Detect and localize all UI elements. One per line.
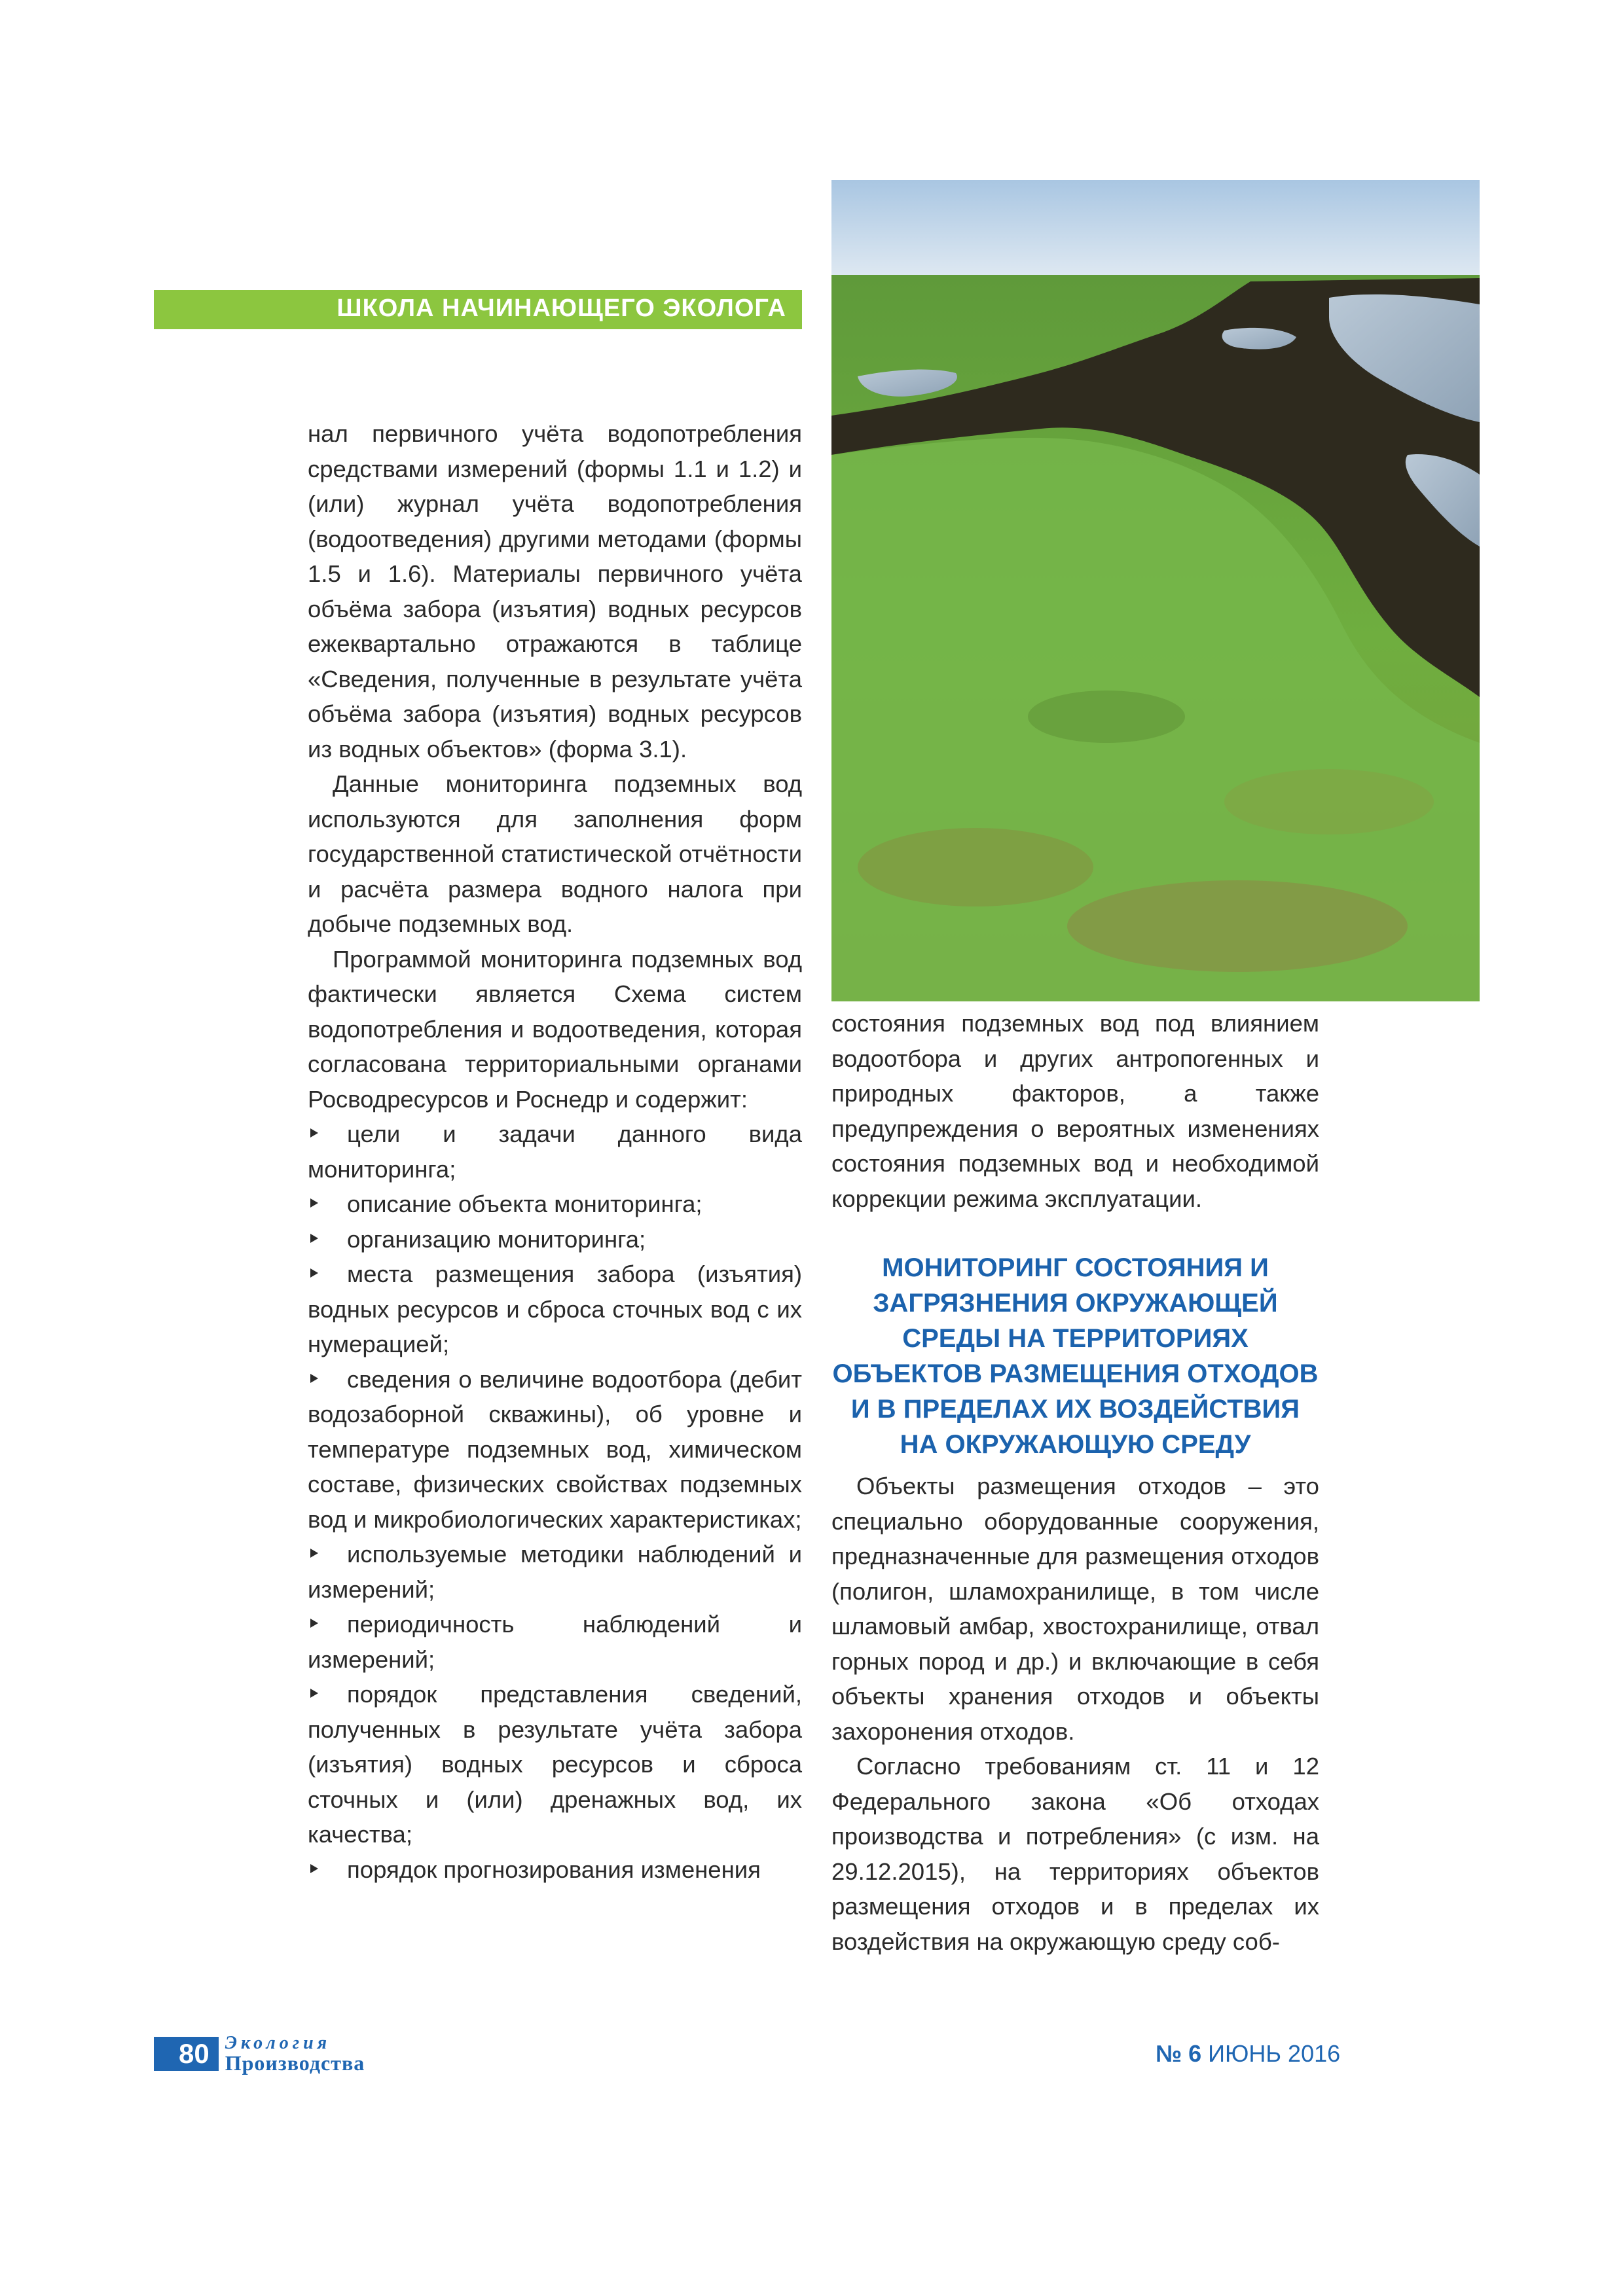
bullet-icon <box>310 1128 318 1138</box>
wetland-photo <box>831 180 1480 1001</box>
list-item: порядок представления сведений, полученных в результате учёта забора (изъятия) водных ресурсов и сброса сточных и (или) дренажных вод, их качества; <box>308 1681 802 1848</box>
paragraph: Программой мониторинга подземных вод фактически является Схема систем водопотребления и водоотведения, которая согласована территориальными органами Росводресурсов и Роснедр и содержит: <box>308 945 802 1113</box>
bullet-icon <box>310 1549 318 1558</box>
right-column <box>831 1006 1319 1959</box>
list-item: порядок прогнозирования изменения <box>308 1852 802 1888</box>
list-item: места размещения забора (изъятия) водных ресурсов и сброса сточных вод с их нумерацией; <box>308 1261 802 1357</box>
bullet-icon <box>310 1234 318 1243</box>
issue-date: ИЮНЬ 2016 <box>1208 2040 1341 2067</box>
section-heading: МОНИТОРИНГ СОСТОЯНИЯ И ЗАГРЯЗНЕНИЯ ОКРУЖАЮЩЕЙ СРЕДЫ НА ТЕРРИТОРИЯХ ОБЪЕКТОВ РАЗМЕЩЕНИЯ ОТХОДОВ И В ПРЕДЕЛАХ ИХ ВОЗДЕЙСТВИЯ НА ОКРУЖАЮЩУЮ СРЕДУ <box>832 1253 1319 1459</box>
paragraph: Согласно требованиям ст. 11 и 12 Федерального закона «Об отходах производства и потребления» (с изм. на 29.12.2015), на территориях объектов размещения отходов и в пределах их воздействия на окружающую среду соб- <box>831 1753 1319 1955</box>
bullet-icon <box>310 1268 318 1278</box>
bullet-list <box>308 1117 802 1887</box>
paragraph: нал первичного учёта водопотребления средствами измерений (формы 1.1 и 1.2) и (или) журнал учёта водопотребления (водоотведения) другими методами (формы 1.5 и 1.6). Материалы первичного учёта объёма забора (изъятия) водных ресурсов ежеквартально отражаются в таблице «Сведения, полученные в результате учёта объёма забора (изъятия) водных ресурсов из водных объектов» (форма 3.1). <box>308 420 802 762</box>
left-column <box>308 416 802 1887</box>
list-item: периодичность наблюдений и измерений; <box>308 1611 802 1673</box>
paragraph: Объекты размещения отходов – это специально оборудованные сооружения, предназначенные для размещения отходов (полигон, шламохранилище, в том числе шламовый амбар, хвостохранилище, отвал горных пород и др.) и включающие в себя объекты хранения отходов и объекты захоронения отходов. <box>831 1473 1319 1745</box>
rubric-title: ШКОЛА НАЧИНАЮЩЕГО ЭКОЛОГА <box>337 295 786 322</box>
bullet-icon <box>310 1619 318 1628</box>
page-footer-left <box>154 2033 365 2075</box>
bullet-icon <box>310 1374 318 1383</box>
list-item: организацию мониторинга; <box>308 1222 802 1257</box>
rubric-bar <box>154 290 802 329</box>
logo-line-2: Производства <box>225 2051 365 2075</box>
issue-number: № 6 <box>1156 2040 1202 2067</box>
list-item: используемые методики наблюдений и измерений; <box>308 1541 802 1603</box>
list-item: цели и задачи данного вида мониторинга; <box>308 1121 802 1183</box>
bullet-icon <box>310 1864 318 1873</box>
bullet-icon <box>310 1689 318 1698</box>
bullet-icon <box>310 1198 318 1208</box>
issue-label <box>1156 2037 1340 2071</box>
page-number: 80 <box>154 2037 219 2071</box>
list-item: описание объекта мониторинга; <box>308 1187 802 1222</box>
paragraph: состояния подземных вод под влиянием водоотбора и других антропогенных и природных факторов, а также предупреждения о вероятных изменениях состояния подземных вод и необходимой коррекции режима эксплуатации. <box>831 1010 1319 1212</box>
logo-line-1: Экология <box>225 2033 331 2053</box>
list-item: сведения о величине водоотбора (дебит водозаборной скважины), об уровне и температуре подземных вод, химическом составе, физических свойствах подземных вод и микробиологических характеристиках; <box>308 1365 802 1533</box>
paragraph: Данные мониторинга подземных вод используются для заполнения форм государственной статистической отчётности и расчёта размера водного налога при добыче подземных вод. <box>308 770 802 937</box>
magazine-logo <box>225 2034 365 2073</box>
